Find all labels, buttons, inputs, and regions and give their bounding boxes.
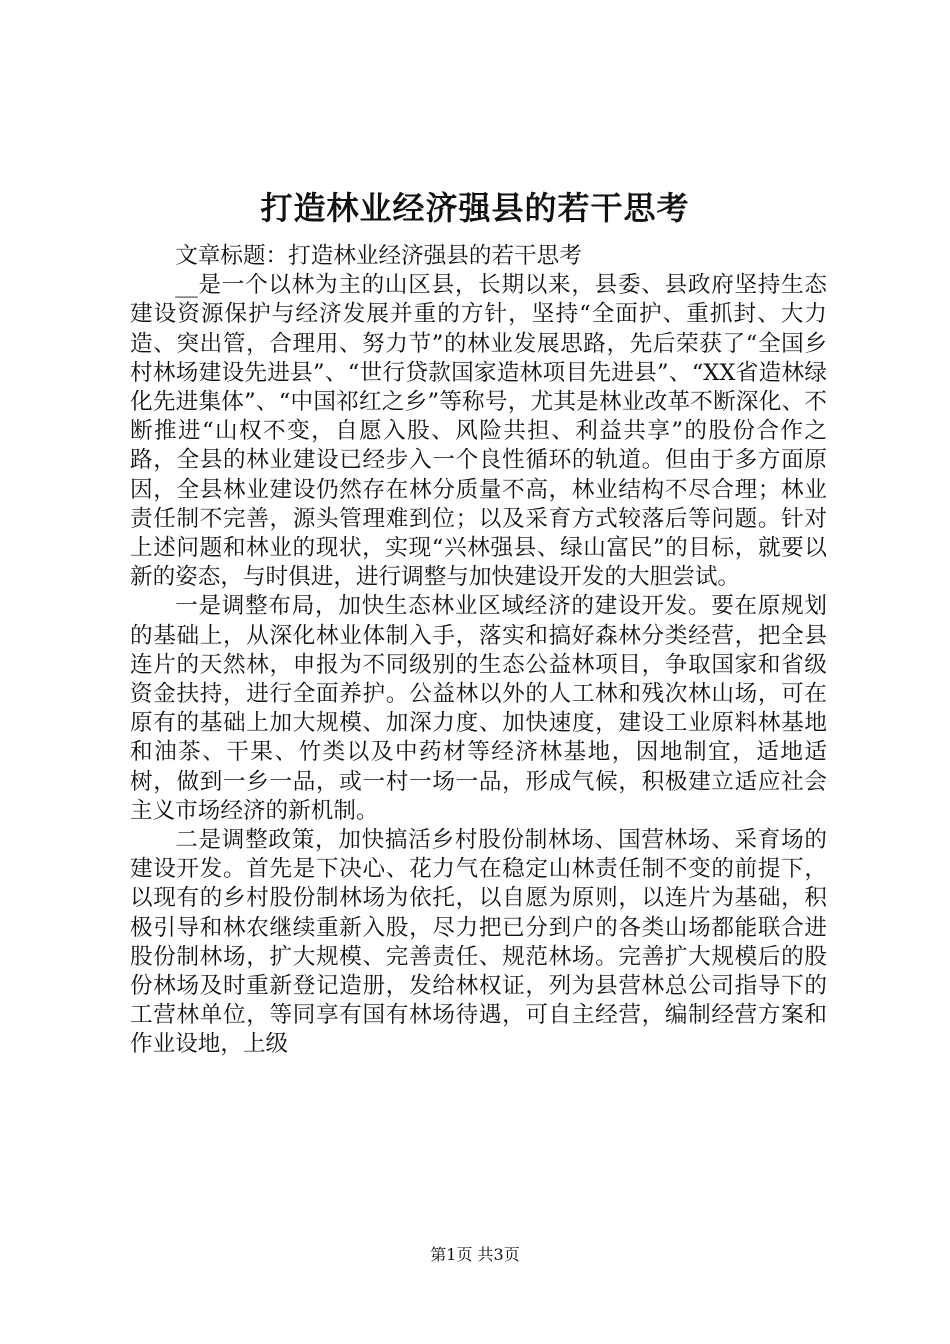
paragraph: __是一个以林为主的山区县，长期以来，县委、县政府坚持生态建设资源保护与经济发展并重的方针，坚持“全面护、重抓封、大力造、突出管，合理用、努力节”的林业发展思路，先后荣获了“全国乡村林场建设先进县”、“世行贷款国家造林项目先进县”、“XX省造林绿化先进集体”、“中国祁红之乡”等称号，尤其是林业改革不断深化、不断推进“山权不变，自愿入股、风险共担、利益共享”的股份合作之路，全县的林业建设已经步入一个良性循环的轨道。但由于多方面原因，全县林业建设仍然存在林分质量不高，林业结构不尽合理；林业责任制不完善，源头管理难到位；以及采育方式较落后等问题。针对上述问题和林业的现状，实现“兴林强县、绿山富民”的目标，就要以新的姿态，与时俱进，进行调整与加快建设开发的大胆尝试。 [130, 272, 827, 591]
page-number-footer: 第1页 共3页 [430, 1245, 520, 1264]
paragraph: 二是调整政策，加快搞活乡村股份制林场、国营林场、采育场的建设开发。首先是下决心、花力气在稳定山林责任制不变的前提下，以现有的乡村股份制林场为依托，以自愿为原则，以连片为基础，积极引导和林农继续重新入股，尽力把已分到户的各类山场都能联合进股份制林场，扩大规模、完善责任、规范林场。完善扩大规模后的股份林场及时重新登记造册，发给林权证，列为县营林总公司指导下的工营林单位，等同享有国有林场待遇，可自主经营，编制经营方案和作业设地，上级 [130, 827, 827, 1058]
page-title: 打造林业经济强县的若干思考 [260, 189, 690, 227]
paragraph: 一是调整布局，加快生态林业区域经济的建设开发。要在原规划的基础上，从深化林业体制入手，落实和搞好森林分类经营，把全县连片的天然林，申报为不同级别的生态公益林项目，争取国家和省级资金扶持，进行全面养护。公益林以外的人工林和残次林山场，可在原有的基础上加大规模、加深力度、加快速度，建设工业原料林基地和油茶、干果、竹类以及中药材等经济林基地，因地制宜，适地适树，做到一乡一品，或一村一场一品，形成气候，积极建立适应社会主义市场经济的新机制。 [130, 593, 827, 824]
paragraph-article-title: 文章标题：打造林业经济强县的若干思考 [175, 243, 582, 269]
document-body [130, 242, 827, 1060]
